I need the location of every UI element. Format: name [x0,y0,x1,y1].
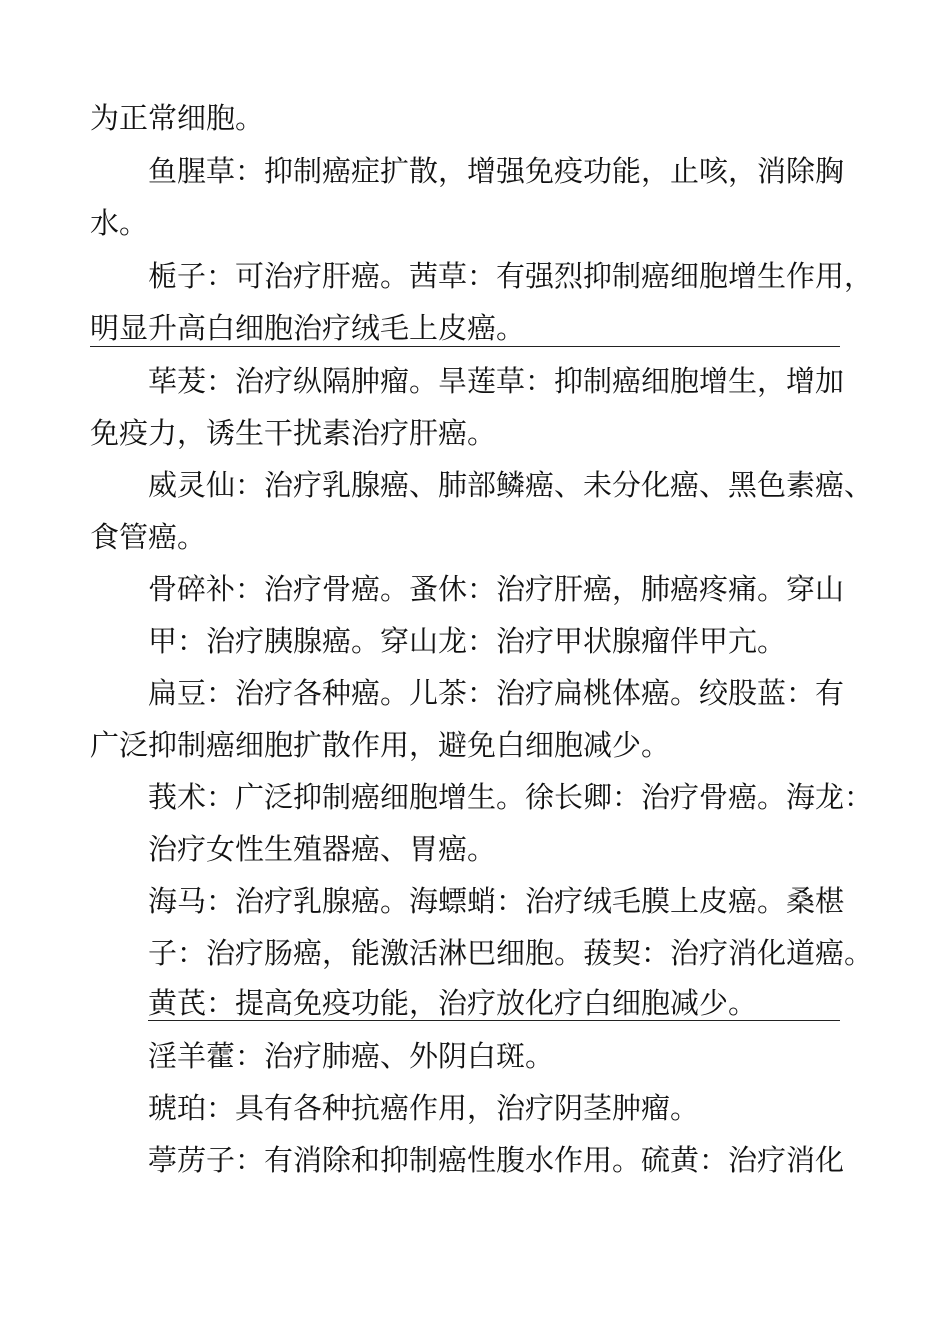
divider-rule-1 [90,346,840,347]
divider-rule-2 [148,1020,840,1021]
text-line-13: 广泛抑制癌细胞扩散作用，避免白细胞减少。 [90,728,671,762]
text-line-17: 子：治疗肠癌，能激活淋巴细胞。菝契：治疗消化道癌。 [148,936,874,970]
text-line-10: 骨碎补：治疗骨癌。蚤休：治疗肝癌，肺癌疼痛。穿山 [148,572,845,606]
text-line-5: 明显升高白细胞治疗绒毛上皮癌。 [90,311,526,345]
text-line-3: 水。 [90,206,149,240]
text-line-8: 威灵仙：治疗乳腺癌、肺部鳞癌、未分化癌、黑色素癌、 [148,468,874,502]
text-line-6: 荜茇：治疗纵隔肿瘤。旱莲草：抑制癌细胞增生，增加 [148,364,845,398]
text-line-21: 葶苈子：有消除和抑制癌性腹水作用。硫黄：治疗消化 [148,1143,845,1177]
text-line-2: 鱼腥草：抑制癌症扩散，增强免疫功能，止咳，消除胸 [148,154,845,188]
text-line-19: 淫羊藿：治疗肺癌、外阴白斑。 [148,1039,555,1073]
text-line-20: 琥珀：具有各种抗癌作用，治疗阴茎肿瘤。 [148,1091,700,1125]
text-line-1: 为正常细胞。 [90,101,265,135]
text-line-4: 栀子：可治疗肝癌。茜草：有强烈抑制癌细胞增生作用， [148,259,874,293]
text-line-11: 甲：治疗胰腺癌。穿山龙：治疗甲状腺瘤伴甲亢。 [148,624,787,658]
text-line-12: 扁豆：治疗各种癌。儿茶：治疗扁桃体癌。绞股蓝：有 [148,676,845,710]
text-line-18: 黄芪：提高免疫功能，治疗放化疗白细胞减少。 [148,986,758,1020]
text-line-14: 莪术：广泛抑制癌细胞增生。徐长卿：治疗骨癌。海龙： [148,780,874,814]
text-line-16: 海马：治疗乳腺癌。海螵蛸：治疗绒毛膜上皮癌。桑椹 [148,884,845,918]
text-line-7: 免疫力，诱生干扰素治疗肝癌。 [90,416,497,450]
text-line-9: 食管癌。 [90,520,207,554]
text-line-15: 治疗女性生殖器癌、胃癌。 [148,832,497,866]
